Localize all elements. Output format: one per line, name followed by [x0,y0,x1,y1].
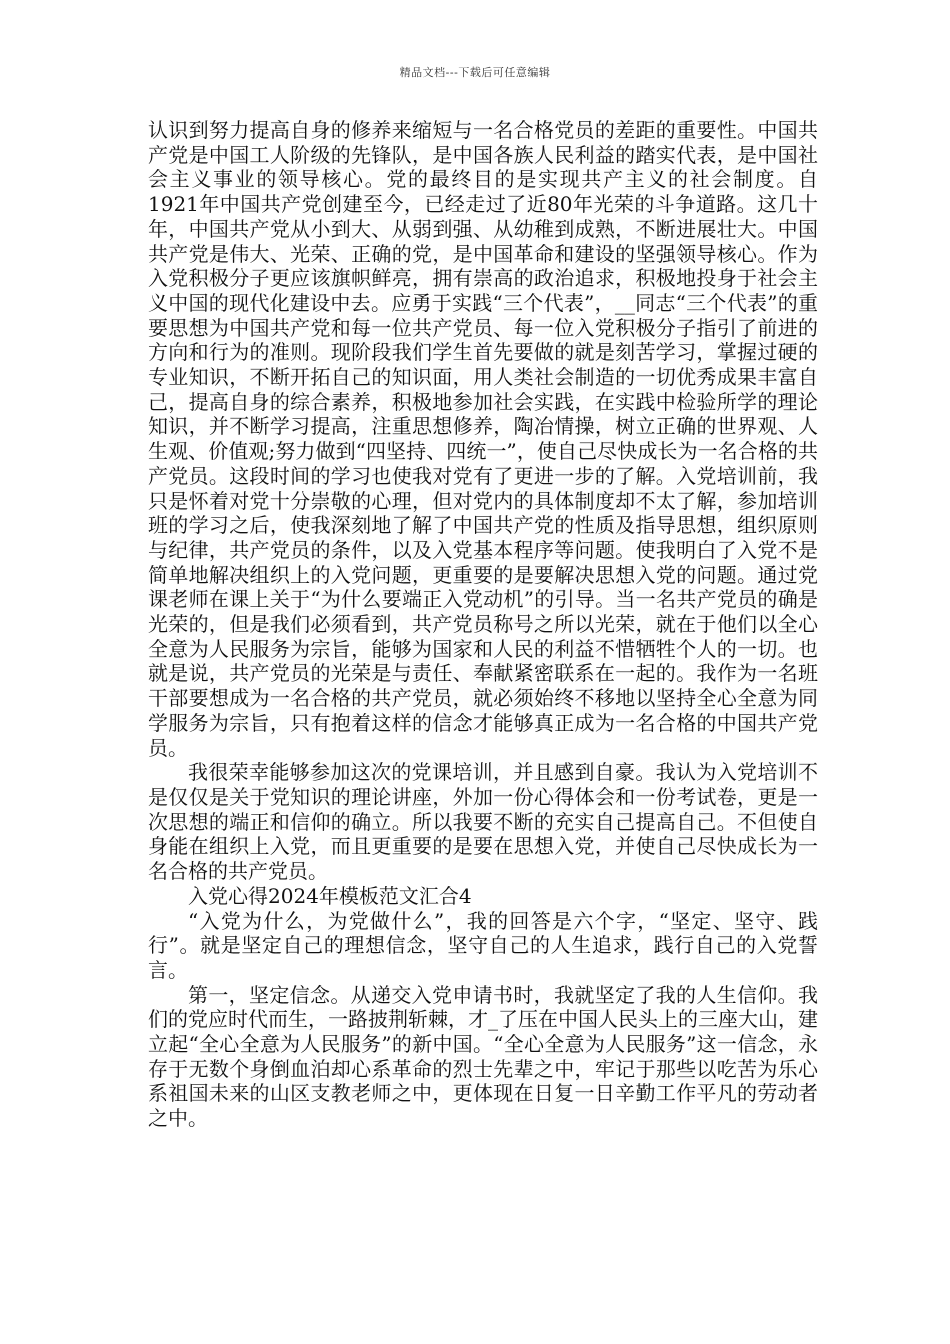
document-body [148,118,818,1131]
paragraph-1: 认识到努力提高自身的修养来缩短与一名合格党员的差距的重要性。中国共产党是中国工人阶级的先锋队，是中国各族人民利益的踏实代表，是中国社会主义事业的领导核心。党的最终目的是实现共产主义的社会制度。自1921年中国共产党创建至今，已经走过了近80年光荣的斗争道路。这几十年，中国共产党从小到大、从弱到强、从幼稚到成熟，不断进展壮大。中国共产党是伟大、光荣、正确的党，是中国革命和建设的坚强领导核心。作为入党积极分子更应该旗帜鲜亮，拥有崇高的政治追求，积极地投身于社会主义中国的现代化建设中去。应勇于实践“三个代表”，__同志“三个代表”的重要思想为中国共产党和每一位共产党员、每一位入党积极分子指引了前进的方向和行为的准则。现阶段我们学生首先要做的就是刻苦学习，掌握过硬的专业知识，不断开拓自己的知识面，用人类社会制造的一切优秀成果丰富自己，提高自身的综合素养，积极地参加社会实践，在实践中检验所学的理论知识，并不断学习提高，注重思想修养，陶冶情操，树立正确的世界观、人生观、价值观;努力做到“四坚持、四统一”，使自己尽快成长为一名合格的共产党员。这段时间的学习也使我对党有了更进一步的了解。入党培训前，我只是怀着对党十分崇敬的心理，但对党内的具体制度却不太了解，参加培训班的学习之后，使我深刻地了解了中国共产党的性质及指导思想，组织原则与纪律，共产党员的条件，以及入党基本程序等问题。使我明白了入党不是简单地解决组织上的入党问题，更重要的是要解决思想入党的问题。通过党课老师在课上关于“为什么要端正入党动机”的引导。当一名共产党员的确是光荣的，但是我们必须看到，共产党员称号之所以光荣，就在于他们以全心全意为人民服务为宗旨，能够为国家和人民的利益不惜牺牲个人的一切。也就是说，共产党员的光荣是与责任、奉献紧密联系在一起的。我作为一名班干部要想成为一名合格的共产党员，就必须始终不移地以坚持全心全意为同学服务为宗旨，只有抱着这样的信念才能够真正成为一名合格的中国共产党员。 [148,118,818,760]
paragraph-2: 我很荣幸能够参加这次的党课培训，并且感到自豪。我认为入党培训不是仅仅是关于党知识的理论讲座，外加一份心得体会和一份考试卷，更是一次思想的端正和信仰的确立。所以我要不断的充实自己提高自己。不但使自身能在组织上入党，而且更重要的是要在思想入党，并使自己尽快成长为一名合格的共产党员。 [148,760,818,884]
page-header: 精品文档---下载后可任意编辑 [399,66,551,79]
paragraph-3: “入党为什么，为党做什么”，我的回答是六个字，“坚定、坚守、践行”。就是坚定自己的理想信念，坚守自己的人生追求，践行自己的入党誓言。 [148,908,818,982]
paragraph-4: 第一，坚定信念。从递交入党申请书时，我就坚定了我的人生信仰。我们的党应时代而生，一路披荆斩棘，才_了压在中国人民头上的三座大山，建立起“全心全意为人民服务”的新中国。“全心全意为人民服务”这一信念，永存于无数个身倒血泊却心系革命的烈士先辈之中，牢记于那些以吃苦为乐心系祖国未来的山区支教老师之中，更体现在日复一日辛勤工作平凡的劳动者之中。 [148,982,818,1131]
section-heading: 入党心得2024年模板范文汇合4 [188,883,472,908]
